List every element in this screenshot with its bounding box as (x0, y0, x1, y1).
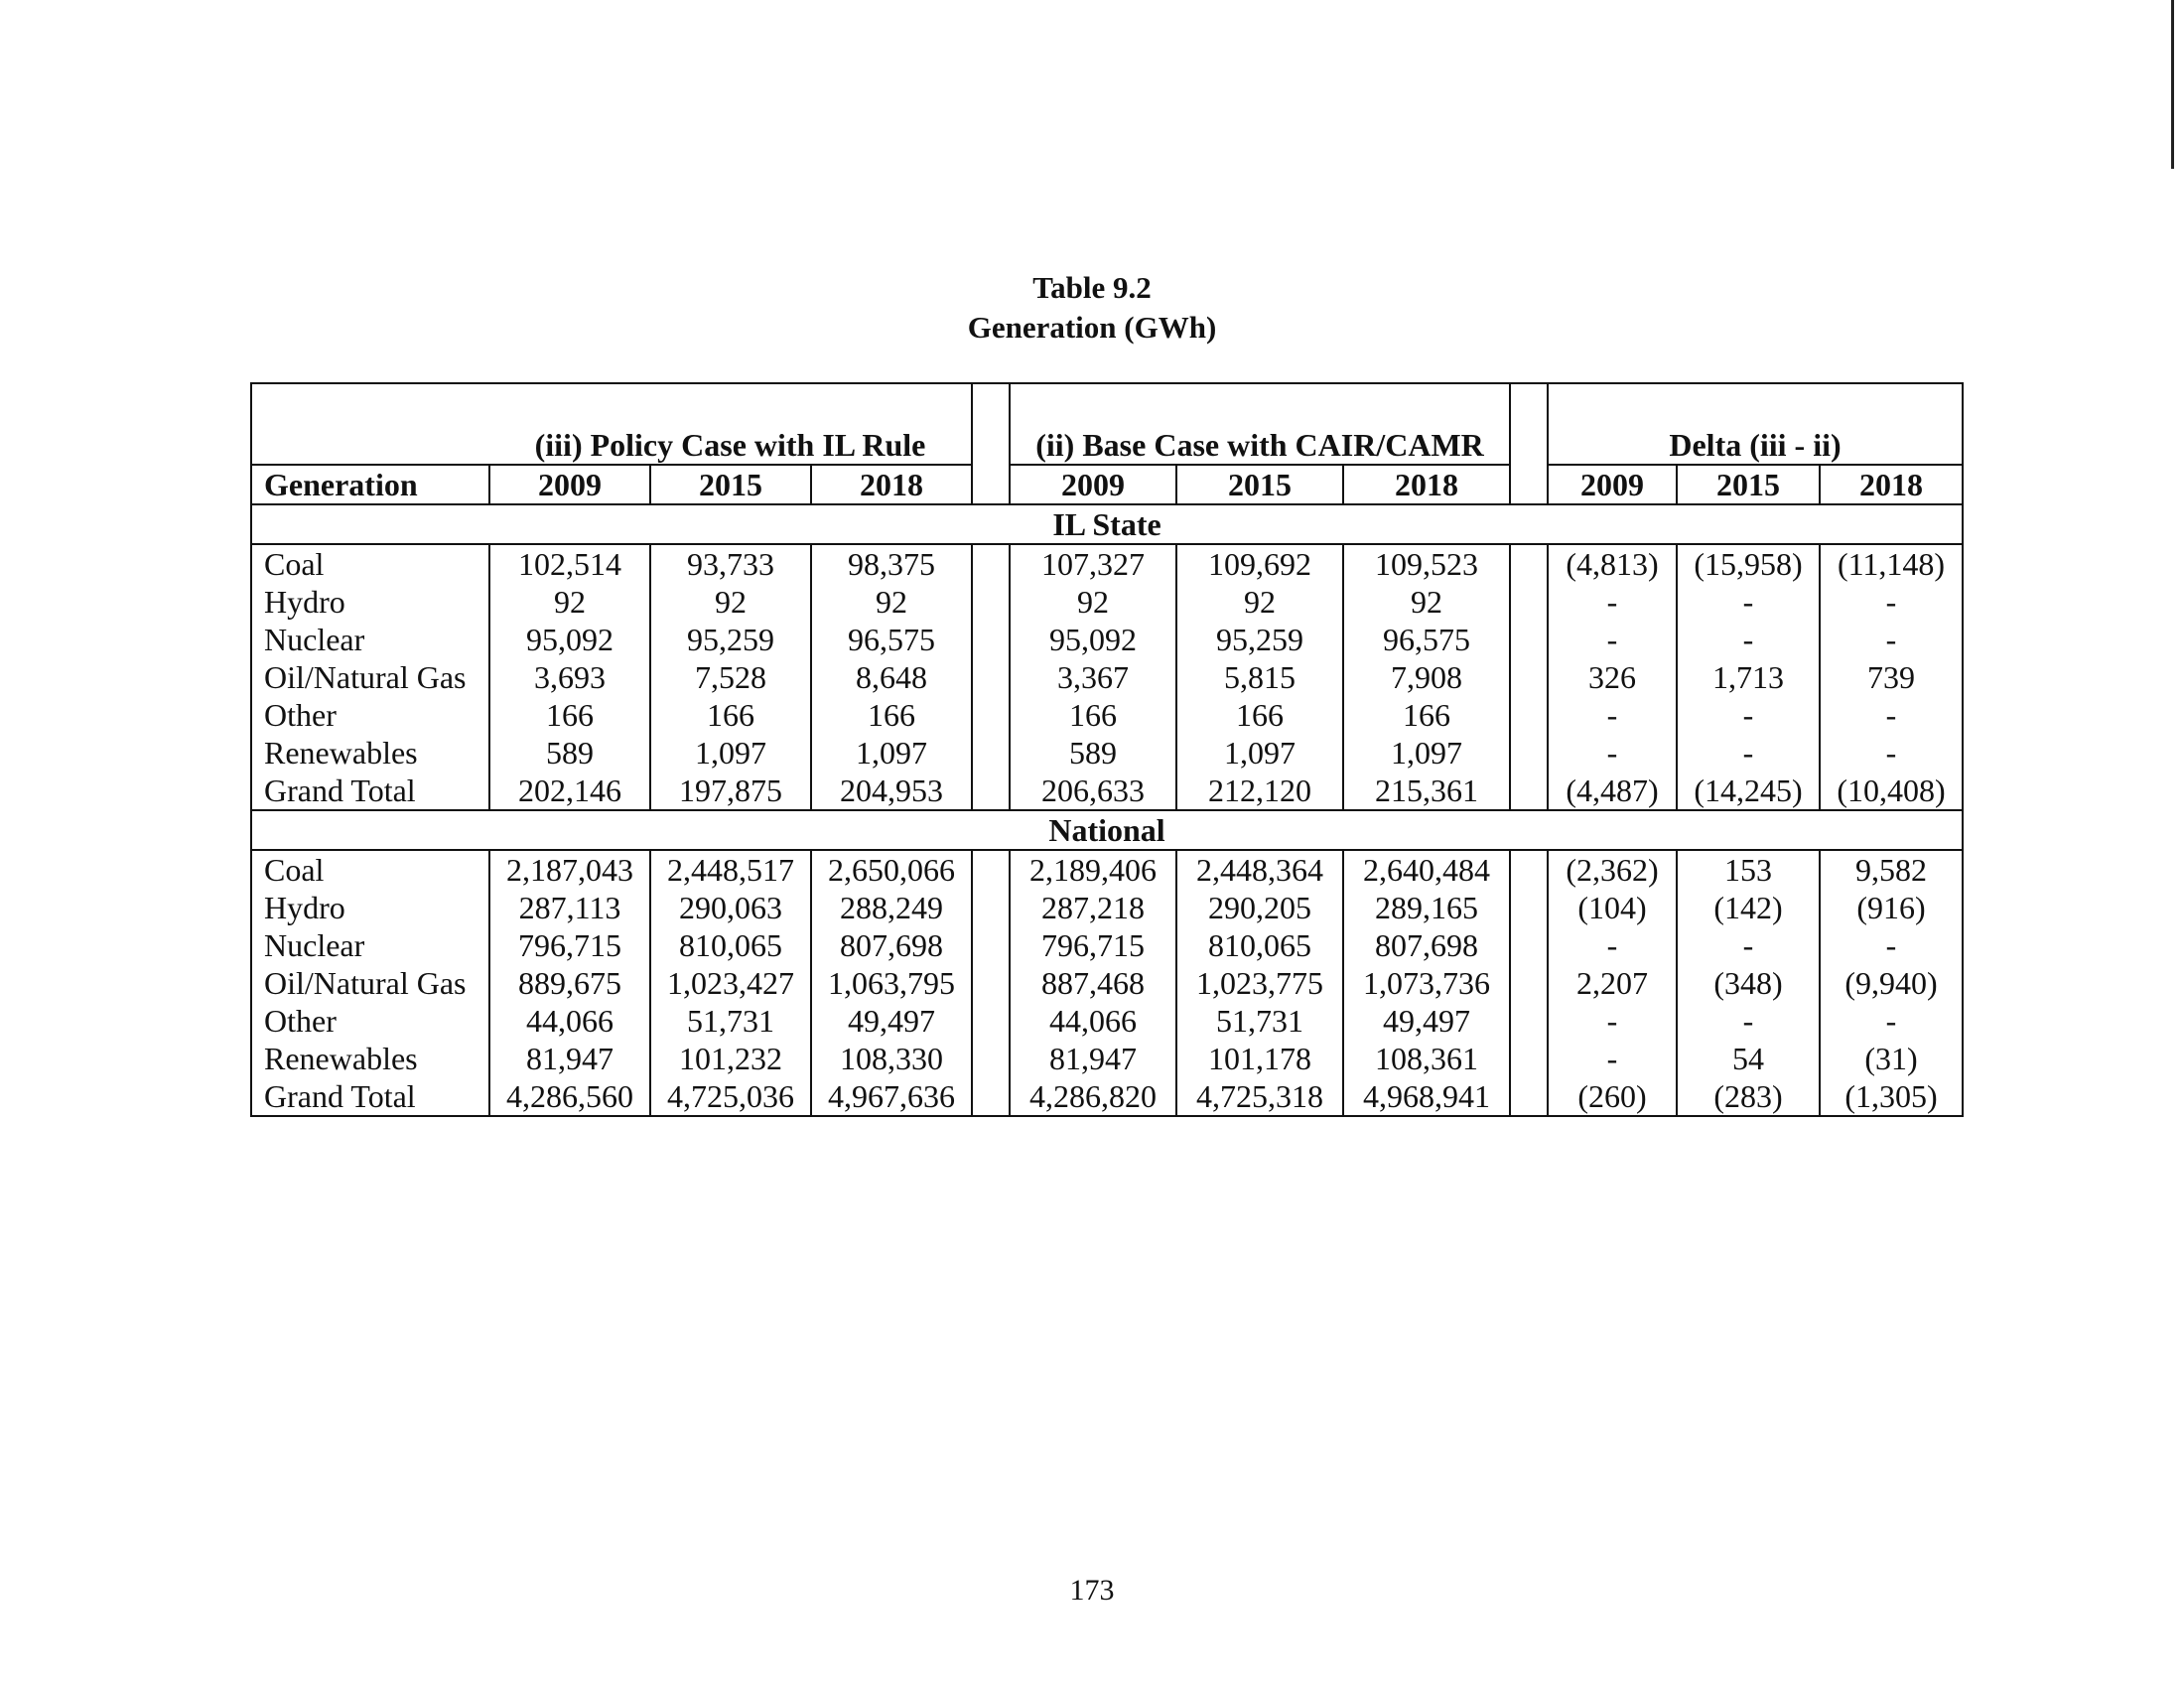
column-gap (1510, 544, 1548, 583)
column-gap (1510, 658, 1548, 696)
table-row (251, 658, 1963, 696)
base-value-cell: 101,178 (1176, 1040, 1343, 1077)
base-value-cell: 589 (1010, 734, 1176, 772)
section-row (251, 504, 1963, 544)
policy-value-cell: 1,063,795 (811, 964, 972, 1002)
table-row (251, 734, 1963, 772)
base-value-cell: 289,165 (1343, 889, 1510, 926)
delta-value-cell: - (1820, 734, 1963, 772)
base-value-cell: 1,073,736 (1343, 964, 1510, 1002)
year-header: 2015 (1176, 465, 1343, 504)
delta-value-cell: - (1820, 926, 1963, 964)
delta-value-cell: - (1820, 621, 1963, 658)
base-value-cell: 96,575 (1343, 621, 1510, 658)
row-label: Oil/Natural Gas (251, 964, 489, 1002)
base-value-cell: 81,947 (1010, 1040, 1176, 1077)
table-row (251, 964, 1963, 1002)
column-gap (972, 964, 1010, 1002)
row-label: Renewables (251, 1040, 489, 1077)
policy-value-cell: 95,092 (489, 621, 650, 658)
base-value-cell: 807,698 (1343, 926, 1510, 964)
policy-value-cell: 4,725,036 (650, 1077, 811, 1116)
base-value-cell: 3,367 (1010, 658, 1176, 696)
base-value-cell: 92 (1010, 583, 1176, 621)
table-row (251, 1002, 1963, 1040)
row-label: Renewables (251, 734, 489, 772)
base-value-cell: 5,815 (1176, 658, 1343, 696)
base-value-cell: 109,692 (1176, 544, 1343, 583)
policy-value-cell: 92 (650, 583, 811, 621)
base-value-cell: 95,259 (1176, 621, 1343, 658)
column-gap (972, 926, 1010, 964)
base-value-cell: 1,097 (1343, 734, 1510, 772)
delta-value-cell: 739 (1820, 658, 1963, 696)
policy-value-cell: 889,675 (489, 964, 650, 1002)
page-edge-mark (2171, 0, 2174, 169)
policy-value-cell: 44,066 (489, 1002, 650, 1040)
delta-value-cell: (10,408) (1820, 772, 1963, 810)
policy-value-cell: 589 (489, 734, 650, 772)
column-gap (972, 583, 1010, 621)
delta-value-cell: (9,940) (1820, 964, 1963, 1002)
year-header: 2009 (1010, 465, 1176, 504)
base-value-cell: 206,633 (1010, 772, 1176, 810)
base-value-cell: 166 (1343, 696, 1510, 734)
delta-value-cell: - (1548, 1002, 1677, 1040)
base-value-cell: 796,715 (1010, 926, 1176, 964)
delta-value-cell: - (1548, 926, 1677, 964)
base-value-cell: 166 (1176, 696, 1343, 734)
row-label: Nuclear (251, 926, 489, 964)
column-gap (972, 889, 1010, 926)
policy-value-cell: 4,967,636 (811, 1077, 972, 1116)
delta-value-cell: 153 (1677, 850, 1820, 889)
column-gap (972, 1077, 1010, 1116)
base-value-cell: 212,120 (1176, 772, 1343, 810)
generation-header-spacer (251, 383, 489, 465)
delta-value-cell: - (1820, 1002, 1963, 1040)
policy-value-cell: 1,097 (811, 734, 972, 772)
base-value-cell: 2,448,364 (1176, 850, 1343, 889)
section-heading: IL State (251, 504, 1963, 544)
table-row (251, 583, 1963, 621)
row-label: Oil/Natural Gas (251, 658, 489, 696)
table-row (251, 889, 1963, 926)
column-gap (1510, 1077, 1548, 1116)
table-row (251, 544, 1963, 583)
column-gap (1510, 696, 1548, 734)
policy-value-cell: 1,097 (650, 734, 811, 772)
column-gap (972, 621, 1010, 658)
table-row (251, 850, 1963, 889)
base-value-cell: 4,725,318 (1176, 1077, 1343, 1116)
base-value-cell: 108,361 (1343, 1040, 1510, 1077)
row-label: Nuclear (251, 621, 489, 658)
page-number: 173 (1069, 1574, 1115, 1607)
delta-value-cell: - (1548, 734, 1677, 772)
policy-value-cell: 81,947 (489, 1040, 650, 1077)
policy-value-cell: 96,575 (811, 621, 972, 658)
policy-value-cell: 98,375 (811, 544, 972, 583)
policy-case-header: (iii) Policy Case with IL Rule (489, 383, 972, 465)
policy-value-cell: 3,693 (489, 658, 650, 696)
delta-value-cell: (4,813) (1548, 544, 1677, 583)
year-header: 2018 (1820, 465, 1963, 504)
policy-value-cell: 4,286,560 (489, 1077, 650, 1116)
column-gap (972, 544, 1010, 583)
policy-value-cell: 287,113 (489, 889, 650, 926)
year-header: 2018 (811, 465, 972, 504)
policy-value-cell: 95,259 (650, 621, 811, 658)
column-gap (972, 850, 1010, 889)
base-value-cell: 290,205 (1176, 889, 1343, 926)
column-gap (1510, 850, 1548, 889)
table-row (251, 1040, 1963, 1077)
row-label: Coal (251, 544, 489, 583)
base-value-cell: 810,065 (1176, 926, 1343, 964)
delta-header: Delta (iii - ii) (1548, 383, 1963, 465)
policy-value-cell: 49,497 (811, 1002, 972, 1040)
policy-value-cell: 2,650,066 (811, 850, 972, 889)
row-label: Other (251, 696, 489, 734)
row-label: Hydro (251, 889, 489, 926)
column-gap (972, 734, 1010, 772)
table-row (251, 1077, 1963, 1116)
column-gap (1510, 383, 1548, 465)
base-value-cell: 287,218 (1010, 889, 1176, 926)
delta-value-cell: (283) (1677, 1077, 1820, 1116)
base-value-cell: 44,066 (1010, 1002, 1176, 1040)
column-gap (1510, 621, 1548, 658)
delta-value-cell: (1,305) (1820, 1077, 1963, 1116)
policy-value-cell: 102,514 (489, 544, 650, 583)
year-header: 2009 (489, 465, 650, 504)
delta-value-cell: - (1548, 621, 1677, 658)
column-gap (972, 383, 1010, 465)
delta-value-cell: - (1677, 583, 1820, 621)
column-gap (1510, 583, 1548, 621)
column-gap (1510, 734, 1548, 772)
policy-value-cell: 101,232 (650, 1040, 811, 1077)
delta-value-cell: (15,958) (1677, 544, 1820, 583)
column-gap (972, 772, 1010, 810)
policy-value-cell: 166 (489, 696, 650, 734)
delta-value-cell: - (1677, 1002, 1820, 1040)
delta-value-cell: (11,148) (1820, 544, 1963, 583)
generation-table (250, 382, 1964, 1117)
delta-value-cell: (348) (1677, 964, 1820, 1002)
policy-value-cell: 92 (489, 583, 650, 621)
policy-value-cell: 93,733 (650, 544, 811, 583)
delta-value-cell: 326 (1548, 658, 1677, 696)
delta-value-cell: (31) (1820, 1040, 1963, 1077)
delta-value-cell: (104) (1548, 889, 1677, 926)
policy-value-cell: 108,330 (811, 1040, 972, 1077)
base-value-cell: 49,497 (1343, 1002, 1510, 1040)
delta-value-cell: (4,487) (1548, 772, 1677, 810)
column-gap (1510, 772, 1548, 810)
base-value-cell: 92 (1343, 583, 1510, 621)
policy-value-cell: 288,249 (811, 889, 972, 926)
year-header: 2009 (1548, 465, 1677, 504)
delta-value-cell: - (1677, 621, 1820, 658)
delta-value-cell: - (1548, 1040, 1677, 1077)
delta-value-cell: 2,207 (1548, 964, 1677, 1002)
table-caption (0, 268, 2184, 348)
base-value-cell: 215,361 (1343, 772, 1510, 810)
table-row (251, 621, 1963, 658)
column-gap (972, 1002, 1010, 1040)
base-value-cell: 7,908 (1343, 658, 1510, 696)
column-gap (972, 696, 1010, 734)
section-heading: National (251, 810, 1963, 850)
policy-value-cell: 2,448,517 (650, 850, 811, 889)
base-value-cell: 107,327 (1010, 544, 1176, 583)
policy-value-cell: 8,648 (811, 658, 972, 696)
delta-value-cell: 9,582 (1820, 850, 1963, 889)
column-gap (972, 658, 1010, 696)
row-label: Hydro (251, 583, 489, 621)
generation-column-header: Generation (251, 465, 489, 504)
delta-value-cell: (142) (1677, 889, 1820, 926)
policy-value-cell: 290,063 (650, 889, 811, 926)
year-header: 2015 (1677, 465, 1820, 504)
base-value-cell: 887,468 (1010, 964, 1176, 1002)
column-gap (1510, 465, 1548, 504)
delta-value-cell: - (1820, 696, 1963, 734)
policy-value-cell: 92 (811, 583, 972, 621)
delta-value-cell: (14,245) (1677, 772, 1820, 810)
delta-value-cell: - (1677, 926, 1820, 964)
policy-value-cell: 166 (650, 696, 811, 734)
policy-value-cell: 810,065 (650, 926, 811, 964)
policy-value-cell: 166 (811, 696, 972, 734)
section-row (251, 810, 1963, 850)
delta-value-cell: - (1677, 734, 1820, 772)
column-gap (1510, 889, 1548, 926)
policy-value-cell: 51,731 (650, 1002, 811, 1040)
policy-value-cell: 202,146 (489, 772, 650, 810)
policy-value-cell: 204,953 (811, 772, 972, 810)
table-body (251, 504, 1963, 1116)
row-label: Coal (251, 850, 489, 889)
base-value-cell: 51,731 (1176, 1002, 1343, 1040)
delta-value-cell: (260) (1548, 1077, 1677, 1116)
table-row (251, 696, 1963, 734)
base-value-cell: 166 (1010, 696, 1176, 734)
column-gap (972, 1040, 1010, 1077)
base-value-cell: 4,968,941 (1343, 1077, 1510, 1116)
table-title: Table 9.2 (1032, 270, 1152, 305)
base-value-cell: 95,092 (1010, 621, 1176, 658)
year-header-row (251, 465, 1963, 504)
base-value-cell: 1,097 (1176, 734, 1343, 772)
base-value-cell: 2,640,484 (1343, 850, 1510, 889)
row-label: Grand Total (251, 772, 489, 810)
policy-value-cell: 7,528 (650, 658, 811, 696)
policy-value-cell: 2,187,043 (489, 850, 650, 889)
delta-value-cell: (916) (1820, 889, 1963, 926)
column-gap (1510, 1002, 1548, 1040)
column-gap (1510, 1040, 1548, 1077)
policy-value-cell: 807,698 (811, 926, 972, 964)
base-value-cell: 4,286,820 (1010, 1077, 1176, 1116)
base-value-cell: 109,523 (1343, 544, 1510, 583)
policy-value-cell: 197,875 (650, 772, 811, 810)
group-header-row (251, 383, 1963, 465)
delta-value-cell: - (1548, 696, 1677, 734)
year-header: 2015 (650, 465, 811, 504)
row-label: Other (251, 1002, 489, 1040)
policy-value-cell: 1,023,427 (650, 964, 811, 1002)
delta-value-cell: 54 (1677, 1040, 1820, 1077)
delta-value-cell: - (1820, 583, 1963, 621)
policy-value-cell: 796,715 (489, 926, 650, 964)
table-row (251, 772, 1963, 810)
base-value-cell: 92 (1176, 583, 1343, 621)
base-value-cell: 1,023,775 (1176, 964, 1343, 1002)
delta-value-cell: - (1548, 583, 1677, 621)
column-gap (1510, 926, 1548, 964)
base-case-header: (ii) Base Case with CAIR/CAMR (1010, 383, 1510, 465)
column-gap (1510, 964, 1548, 1002)
delta-value-cell: - (1677, 696, 1820, 734)
column-gap (972, 465, 1010, 504)
table-subtitle: Generation (GWh) (967, 310, 1217, 345)
row-label: Grand Total (251, 1077, 489, 1116)
delta-value-cell: 1,713 (1677, 658, 1820, 696)
table-row (251, 926, 1963, 964)
year-header: 2018 (1343, 465, 1510, 504)
base-value-cell: 2,189,406 (1010, 850, 1176, 889)
delta-value-cell: (2,362) (1548, 850, 1677, 889)
